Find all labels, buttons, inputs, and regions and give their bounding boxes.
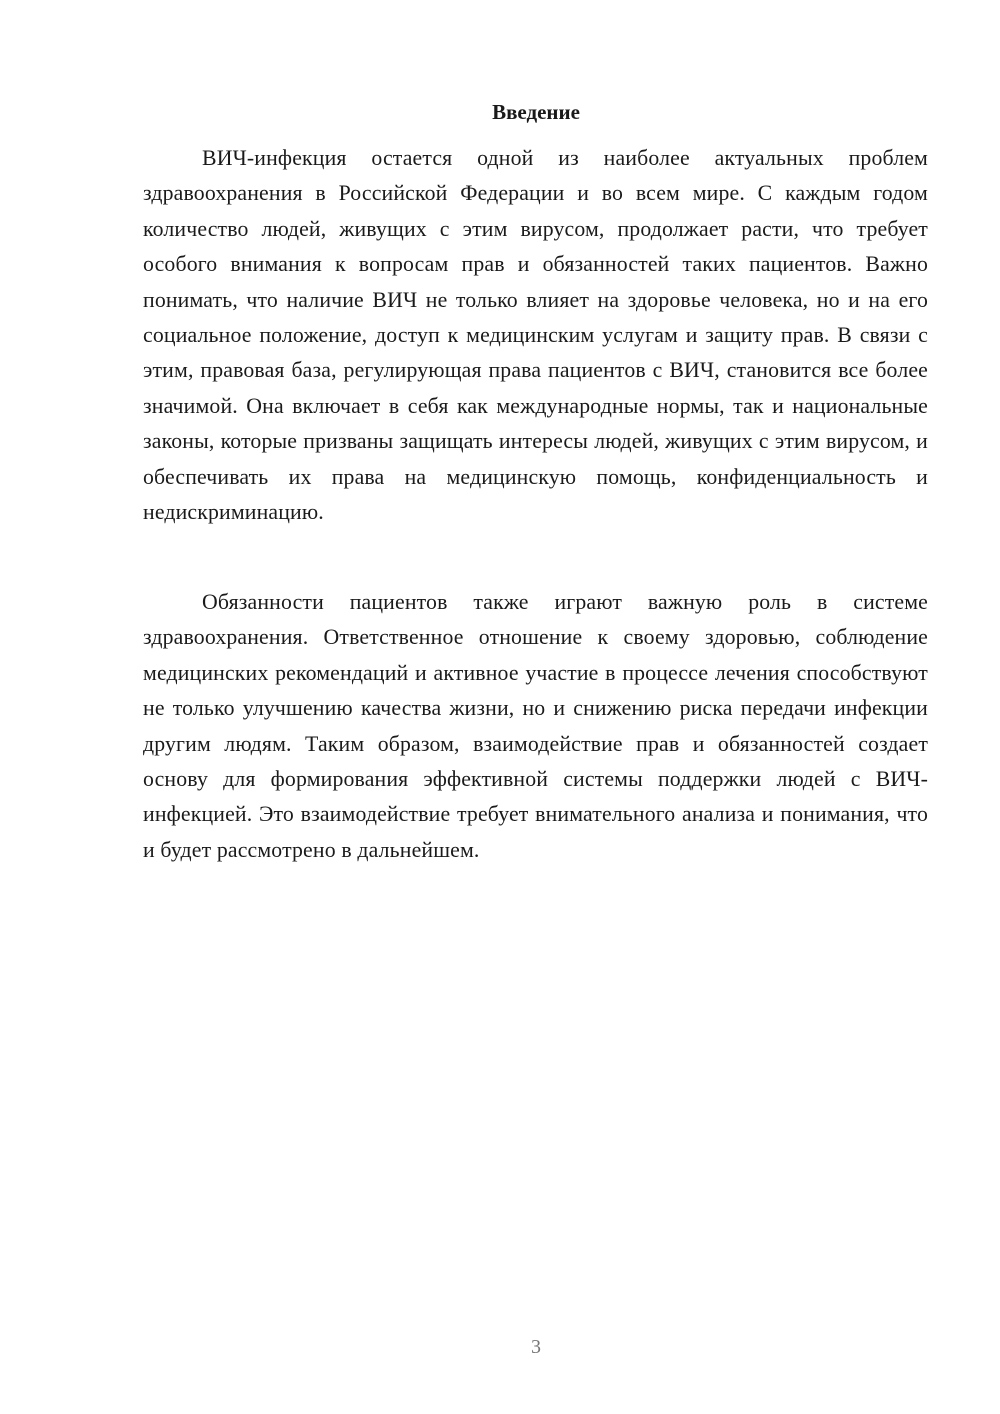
page-number: 3 — [531, 1336, 541, 1358]
paragraph-obligations: Обязанности пациентов также играют важную роль в системе здравоохранения. Ответственное отношение к своему здоровью, соблюдение медицинских рекомендаций и активное участие в процессе лечения способствуют не только улучшению качества жизни, но и снижению риска передачи инфекции другим людям. Таким образом, взаимодействие прав и обязанностей создает основу для формирования эффективной системы поддержки людей с ВИЧ-инфекцией. Это взаимодействие требует внимательного анализа и понимания, что и будет рассмотрено в дальнейшем. — [143, 590, 928, 862]
paragraph-intro: ВИЧ-инфекция остается одной из наиболее актуальных проблем здравоохранения в Российской Федерации и во всем мире. С каждым годом количество людей, живущих с этим вирусом, продолжает расти, что требует особого внимания к вопросам прав и обязанностей таких пациентов. Важно понимать, что наличие ВИЧ не только влияет на здоровье человека, но и на его социальное положение, доступ к медицинским услугам и защиту прав. В связи с этим, правовая база, регулирующая права пациентов с ВИЧ, становится все более значимой. Она включает в себя как международные нормы, так и национальные законы, которые призваны защищать интересы людей, живущих с этим вирусом, и обеспечивать их права на медицинскую помощь, конфиденциальность и недискриминацию. — [143, 146, 928, 525]
section-heading: Введение — [492, 100, 580, 124]
